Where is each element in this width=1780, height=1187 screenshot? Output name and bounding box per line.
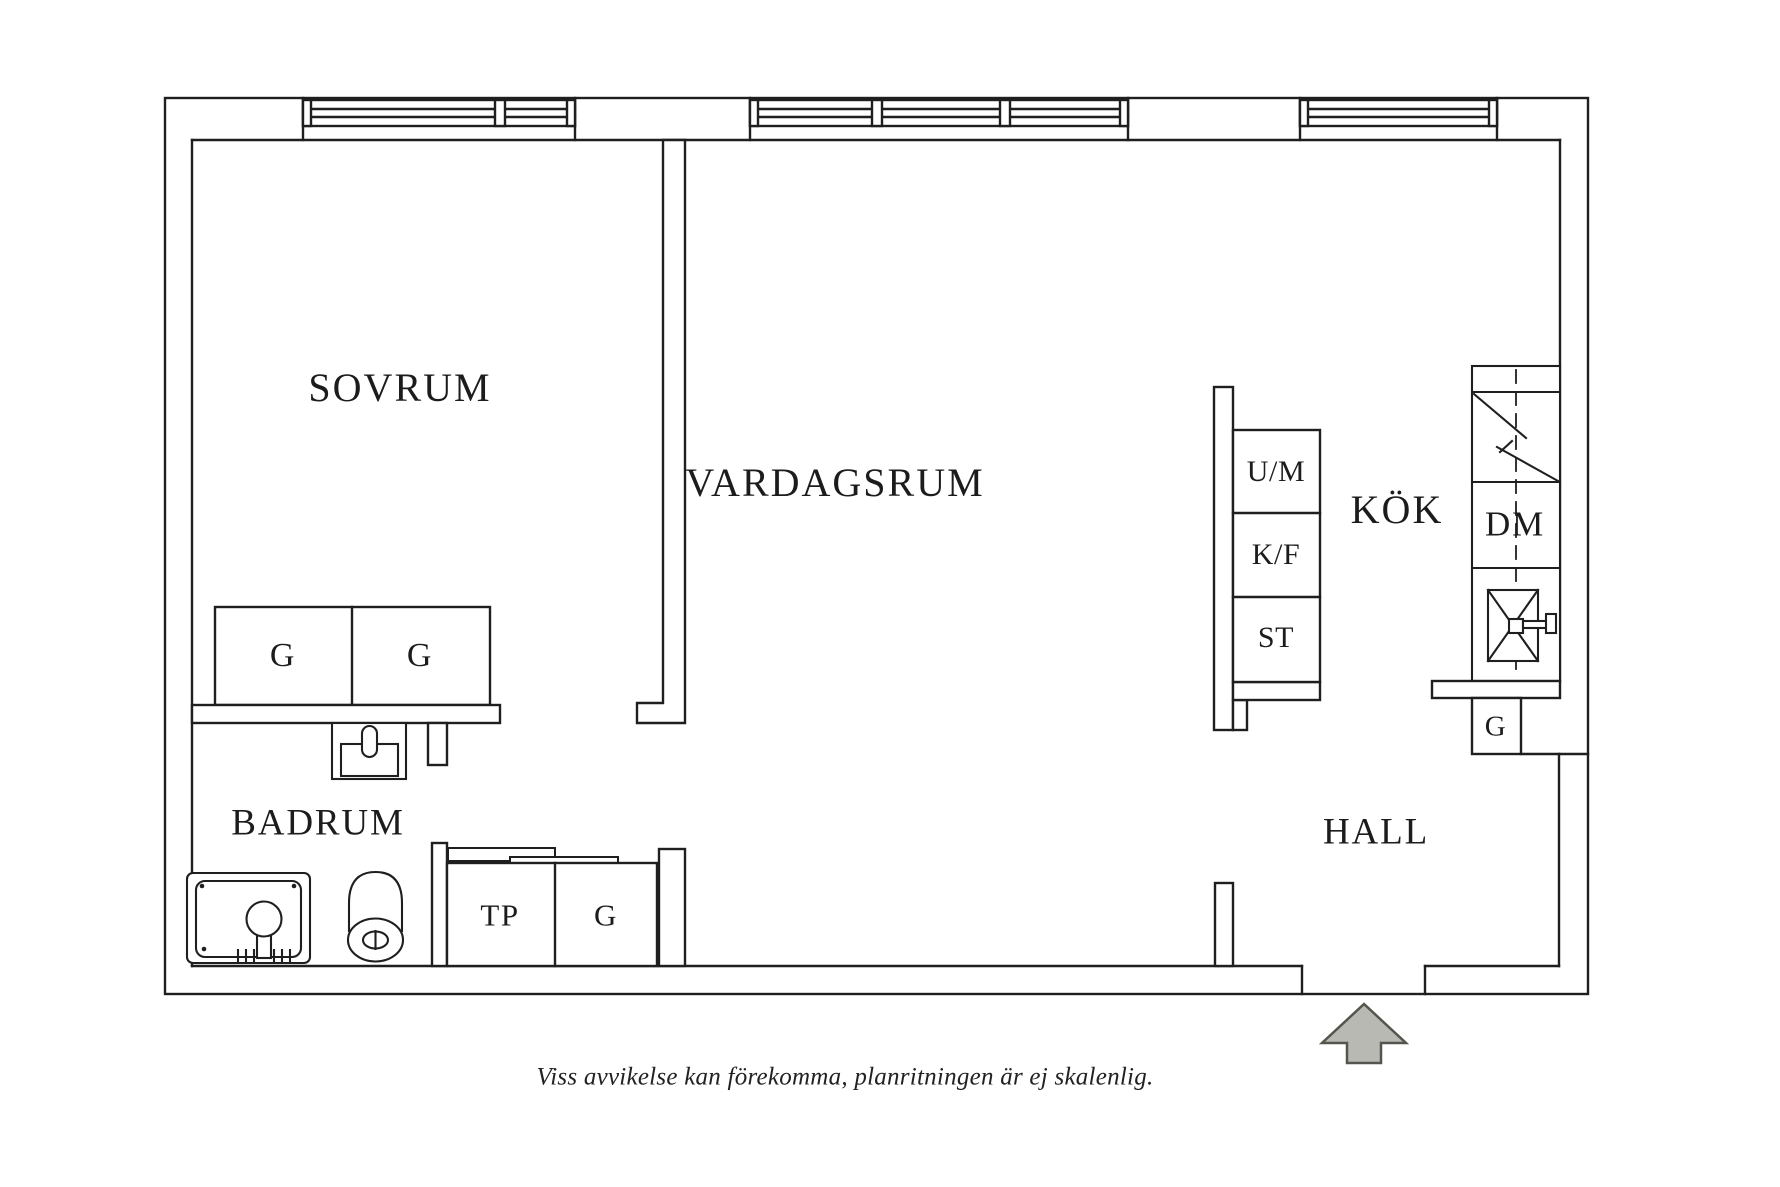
bedroom-window-icon	[303, 98, 575, 140]
inner-walls	[192, 140, 1560, 994]
wardrobe-label-bedroom-1: G	[269, 637, 297, 674]
living-room-window-icon	[750, 98, 1128, 140]
closet-label-g: G	[594, 897, 618, 933]
bedroom-living-wall	[637, 140, 685, 723]
shower-icon	[187, 873, 310, 963]
hall-wall-stub	[1215, 883, 1233, 966]
room-label-bathroom: BADRUM	[231, 802, 405, 844]
bedroom-wardrobes	[215, 607, 490, 705]
room-label-living-room: VARDAGSRUM	[685, 460, 985, 505]
bathroom-walls	[428, 723, 447, 966]
room-label-hall: HALL	[1322, 811, 1430, 853]
disclaimer-text: Viss avvikelse kan förekomma, planritningen är ej skalenlig.	[536, 1063, 1154, 1091]
appliance-label-fridge-freezer: K/F	[1251, 538, 1301, 571]
bathroom-north-wall	[192, 705, 500, 723]
washbasin-icon	[332, 723, 406, 779]
outer-walls	[165, 98, 1588, 994]
wardrobe-label-hall: G	[1484, 710, 1508, 743]
appliance-label-washing-machine: U/M	[1246, 455, 1306, 488]
entry-arrow-icon	[1322, 1004, 1406, 1063]
appliance-label-dishwasher: DM	[1485, 504, 1545, 544]
room-label-kitchen: KÖK	[1350, 487, 1444, 532]
hall-wardrobe-walls	[1432, 681, 1588, 754]
room-label-bedroom: SOVRUM	[308, 365, 492, 410]
toilet-icon	[348, 872, 403, 962]
appliance-label-pantry: ST	[1257, 621, 1295, 654]
wardrobe-label-bedroom-2: G	[406, 637, 434, 674]
kitchen-window-icon	[1300, 98, 1497, 140]
closet-label-tp: TP	[480, 897, 520, 933]
